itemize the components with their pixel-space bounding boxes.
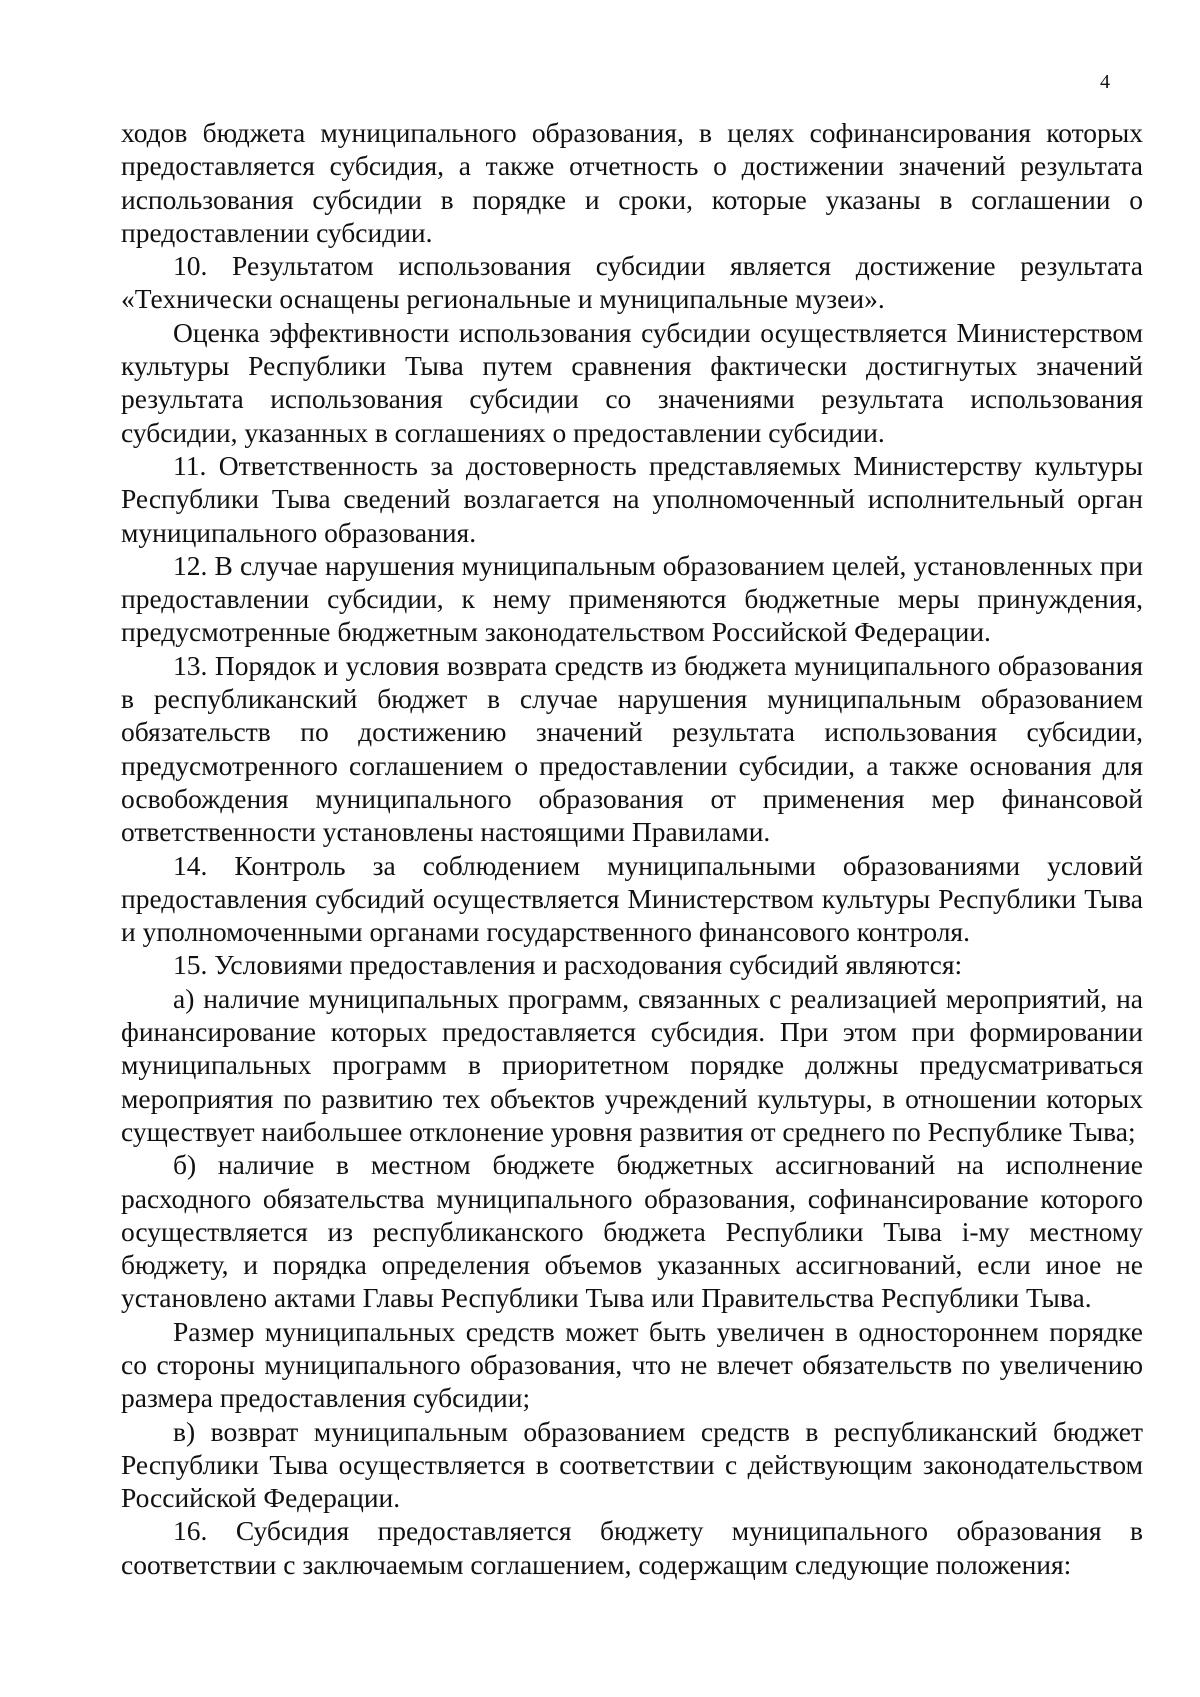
paragraph-item-15: 15. Условиями предоставления и расходования субсидий являются: [173,949,963,981]
paragraph-item-10: 10. Результатом использования субсидии является достижение результата «Технически оснащены региональные и муниципальные музеи». [121,250,1143,315]
paragraph-item-11: 11. Ответственность за достоверность представляемых Министерству культуры Республики Тыва сведений возлагается на уполномоченный исполнительный орган муниципального образования. [121,449,1143,548]
paragraph-efficiency-assessment: Оценка эффективности использования субсидии осуществляется Министерством культуры Республики Тыва путем сравнения фактически достигнутых значений результата использования субсидии со значениями результата использования субсидии, указанных в соглашениях о предоставлении субсидии. [121,316,1143,448]
paragraph-item-12: 12. В случае нарушения муниципальным образованием целей, установленных при предоставлении субсидии, к нему применяются бюджетные меры принуждения, предусмотренные бюджетным законодательством Российской Федерации. [121,549,1143,648]
paragraph-municipal-funds: Размер муниципальных средств может быть увеличен в одностороннем порядке со стороны муниципального образования, что не влечет обязательств по увеличению размера предоставления субсидии; [121,1315,1143,1414]
paragraph-item-15-b: б) наличие в местном бюджете бюджетных ассигнований на исполнение расходного обязательства муниципального образования, софинансирование которого осуществляется из республиканского бюджета Республики Тыва і-му местному бюджету, и порядка определения объемов указанных ассигнований, если иное не установлено актами Главы Республики Тыва или Правительства Республики Тыва. [121,1149,1143,1314]
paragraph-item-15-v: в) возврат муниципальным образованием средств в республиканский бюджет Республики Тыва осуществляется в соответствии с действующим законодательством Российской Федерации. [121,1415,1143,1514]
document-body [121,116,1143,1581]
paragraph-item-16: 16. Субсидия предоставляется бюджету муниципального образования в соответствии с заключаемым соглашением, содержащим следующие положения: [121,1515,1143,1580]
paragraph-item-14: 14. Контроль за соблюдением муниципальными образованиями условий предоставления субсидий осуществляется Министерством культуры Республики Тыва и уполномоченными органами государственного финансового контроля. [121,849,1143,948]
paragraph-continuation: ходов бюджета муниципального образования, в целях софинансирования которых предоставляется субсидия, а также отчетность о достижении значений результата использования субсидии в порядке и сроки, которые указаны в соглашении о предоставлении субсидии. [121,117,1143,248]
paragraph-item-13: 13. Порядок и условия возврата средств из бюджета муниципального образования в республиканский бюджет в случае нарушения муниципальным образованием обязательств по достижению значений результата использования субсидии, предусмотренного соглашением о предоставлении субсидии, а также основания для освобождения муниципального образования от применения мер финансовой ответственности установлены настоящими Правилами. [121,649,1143,848]
page-number: 4 [1100,71,1110,93]
paragraph-item-15-a: а) наличие муниципальных программ, связанных с реализацией мероприятий, на финансирование которых предоставляется субсидия. При этом при формировании муниципальных программ в приоритетном порядке должны предусматриваться мероприятия по развитию тех объектов учреждений культуры, в отношении которых существует наибольшее отклонение уровня развития от среднего по Республике Тыва; [121,982,1143,1147]
